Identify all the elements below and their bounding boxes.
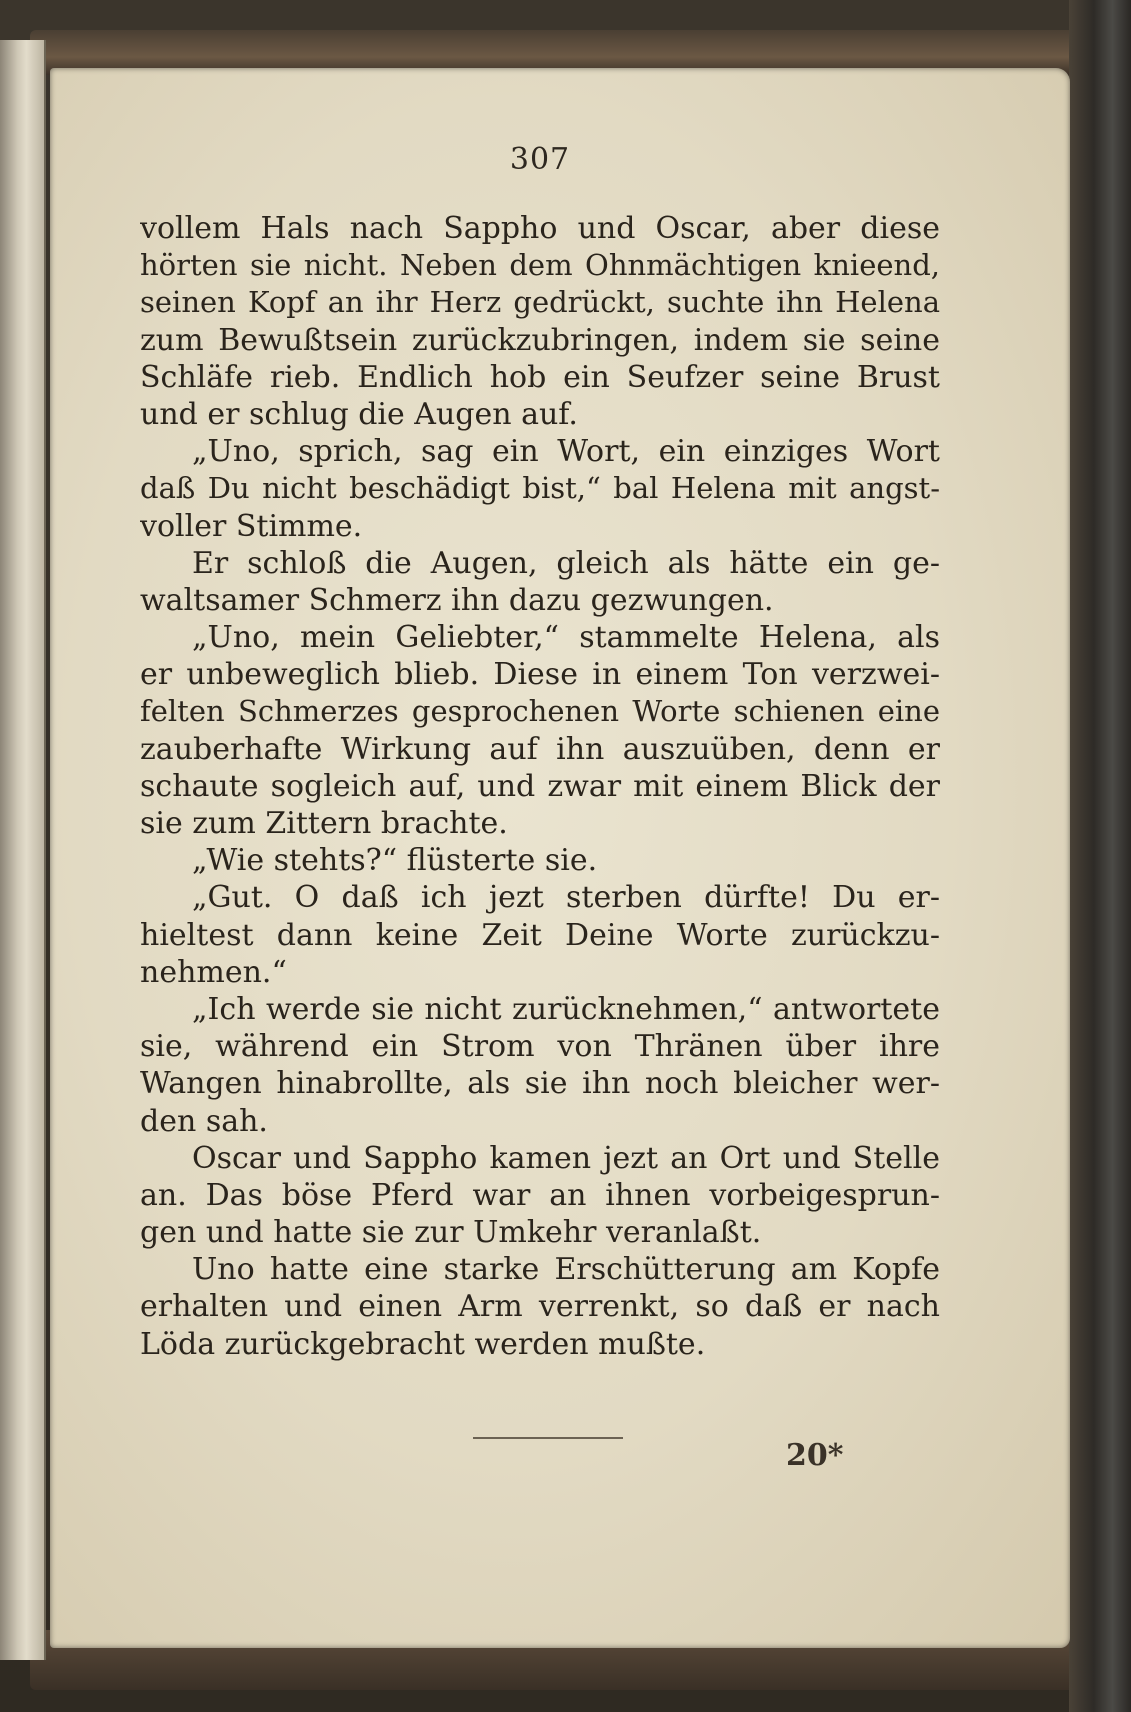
text-line: daß Du nicht beschädigt bist,“ bal Helena mit angst- (140, 471, 940, 506)
text-line: erhalten und einen Arm verrenkt, so daß er nach (140, 1289, 940, 1325)
text-line: schaute sogleich auf, und zwar mit einem Blick der (140, 768, 940, 804)
text-line: zum Bewußtsein zurückzubringen, indem sie seine (140, 322, 940, 358)
text-line: felten Schmerzes gesprochenen Worte schienen eine (140, 694, 940, 729)
text-line: nehmen.“ (140, 954, 287, 990)
text-line: Uno hatte eine starke Erschütterung am Kopfe (192, 1252, 940, 1288)
text-line: voller Stimme. (140, 508, 363, 544)
text-line: und er schlug die Augen auf. (140, 396, 578, 432)
body-text (140, 210, 940, 1363)
text-line: sie zum Zittern brachte. (140, 806, 508, 841)
text-line: gen und hatte sie zur Umkehr veranlaßt. (140, 1215, 762, 1251)
text-line: „Gut. O daß ich jezt sterben dürfte! Du er- (192, 880, 940, 916)
cover-right-edge (1069, 0, 1131, 1712)
text-line: seinen Kopf an ihr Herz gedrückt, suchte ihn Helena (140, 285, 940, 320)
text-line: sie, während ein Strom von Thränen über ihre (140, 1029, 940, 1065)
text-line: „Wie stehts?“ flüsterte sie. (192, 843, 598, 879)
text-line: den sah. (140, 1103, 268, 1139)
text-line: hörten sie nicht. Neben dem Ohnmächtigen knieend, (140, 248, 940, 283)
text-line: an. Das böse Pferd war an ihnen vorbeigesprun- (140, 1177, 940, 1213)
text-line: vollem Hals nach Sappho und Oscar, aber diese (140, 211, 940, 246)
facing-page-edge (0, 40, 46, 1660)
text-line: waltsamer Schmerz ihn dazu gezwungen. (140, 582, 774, 618)
page-number: 307 (509, 142, 571, 177)
text-line: „Ich werde sie nicht zurücknehmen,“ antwortete (192, 991, 940, 1027)
text-line: Schläfe rieb. Endlich hob ein Seufzer seine Brust (140, 359, 940, 395)
text-line: „Uno, sprich, sag ein Wort, ein einziges Wort (192, 434, 940, 470)
text-line: Oscar und Sappho kamen jezt an Ort und Stelle (192, 1140, 940, 1176)
text-line: Löda zurückgebracht werden mußte. (140, 1326, 706, 1362)
text-line: Wangen hinabrollte, als sie ihn noch bleicher wer- (140, 1066, 940, 1102)
section-divider (473, 1437, 623, 1439)
text-line: hieltest dann keine Zeit Deine Worte zurückzu- (140, 917, 940, 953)
text-line: Er schloß die Augen, gleich als hätte ein ge- (192, 545, 940, 581)
text-line: zauberhafte Wirkung auf ihn auszuüben, denn er (140, 731, 940, 767)
printer-signature-mark: 20* (786, 1438, 844, 1473)
text-line: er unbeweglich blieb. Diese in einem Ton verzwei- (140, 657, 940, 693)
text-line: „Uno, mein Geliebter,“ stammelte Helena, als (192, 620, 940, 656)
